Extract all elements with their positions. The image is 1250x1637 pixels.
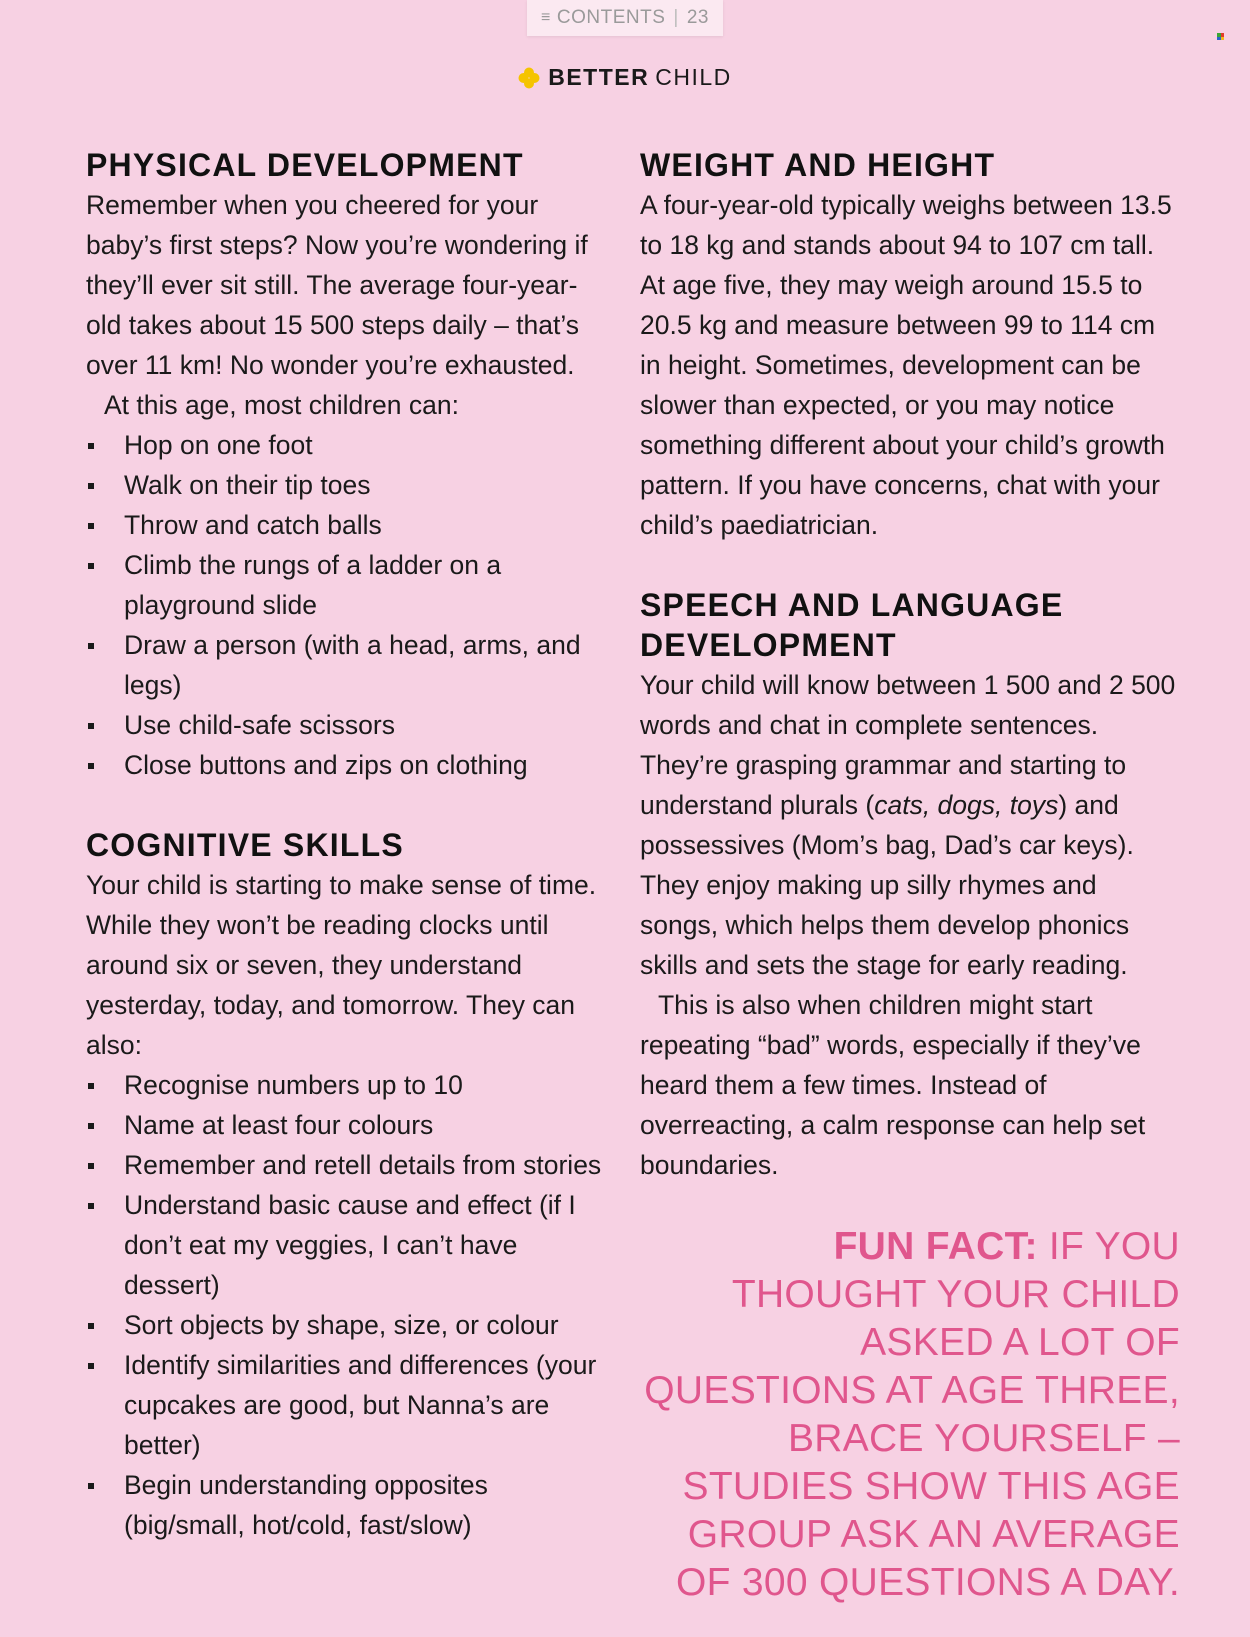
right-column xyxy=(640,145,1180,1607)
cognitive-heading: COGNITIVE SKILLS xyxy=(86,827,404,863)
speech-plural-examples: cats, dogs, toys xyxy=(874,790,1059,820)
corner-mark-icon xyxy=(1217,33,1224,40)
physical-list xyxy=(86,425,606,785)
list-item: Begin understanding opposites (big/small, hot/cold, fast/slow) xyxy=(86,1465,606,1545)
list-item: Name at least four colours xyxy=(86,1105,606,1145)
list-item: Use child-safe scissors xyxy=(86,705,606,745)
fun-fact-callout xyxy=(640,1223,1180,1607)
list-item: Climb the rungs of a ladder on a playground slide xyxy=(86,545,606,625)
brand-bold: BETTER xyxy=(548,64,650,90)
fun-fact-lead: FUN FACT: xyxy=(833,1225,1038,1268)
physical-paragraph: Remember when you cheered for your baby’s first steps? Now you’re wondering if they’ll ever sit still. The average four-year-old takes about 15 500 steps daily – that’s over 11 km! No wonder you’re exhausted. xyxy=(86,190,588,380)
left-column xyxy=(86,145,606,1545)
menu-icon: ≡ xyxy=(541,9,551,26)
contents-tab[interactable] xyxy=(527,0,723,36)
cognitive-paragraph: Your child is starting to make sense of time. While they won’t be reading clocks until around six or seven, they understand yesterday, today, and tomorrow. They can also: xyxy=(86,870,597,1060)
list-item: Close buttons and zips on clothing xyxy=(86,745,606,785)
weight-paragraph: A four-year-old typically weighs between 13.5 to 18 kg and stands about 94 to 107 cm tall. At age five, they may weigh around 15.5 to 20.5 kg and measure between 99 to 114 cm in height. Sometimes, development can be slower than expected, or you may notice something different about your child’s growth pattern. If you have concerns, chat with your child’s paediatrician. xyxy=(640,190,1172,540)
list-item: Identify similarities and differences (your cupcakes are good, but Nanna’s are better) xyxy=(86,1345,606,1465)
contents-link-label: CONTENTS xyxy=(556,7,666,28)
list-item: Recognise numbers up to 10 xyxy=(86,1065,606,1105)
physical-heading: PHYSICAL DEVELOPMENT xyxy=(86,147,524,183)
list-item: Hop on one foot xyxy=(86,425,606,465)
section-brand xyxy=(0,64,1250,91)
list-item: Sort objects by shape, size, or colour xyxy=(86,1305,606,1345)
list-item: Understand basic cause and effect (if I don’t eat my veggies, I can’t have dessert) xyxy=(86,1185,606,1305)
speech-heading: SPEECH AND LANGUAGE DEVELOPMENT xyxy=(640,587,1064,663)
fun-fact-text: IF YOU THOUGHT YOUR CHILD ASKED A LOT OF QUESTIONS AT AGE THREE, BRACE YOURSELF – STUDIES SHOW THIS AGE GROUP ASK AN AVERAGE OF 300 QUESTIONS A DAY. xyxy=(644,1225,1180,1604)
speech-text-a: Your child will know between 1 500 and 2 500 words and chat in complete sentences. They’re grasping grammar and starting to understand plurals ( xyxy=(640,670,1176,820)
speech-text-b: ) and possessives (Mom’s bag, Dad’s car keys). They enjoy making up silly rhymes and songs, which helps them develop phonics skills and sets the stage for early reading. xyxy=(640,790,1134,980)
physical-intro: At this age, most children can: xyxy=(104,390,459,420)
cognitive-list xyxy=(86,1065,606,1545)
weight-heading: WEIGHT AND HEIGHT xyxy=(640,147,996,183)
divider: | xyxy=(673,7,679,28)
plus-icon xyxy=(518,67,540,89)
list-item: Remember and retell details from stories xyxy=(86,1145,606,1185)
list-item: Walk on their tip toes xyxy=(86,465,606,505)
speech-paragraph-1 xyxy=(640,665,1180,985)
speech-paragraph-2: This is also when children might start repeating “bad” words, especially if they’ve heard them a few times. Instead of overreacting, a calm response can help set boundaries. xyxy=(640,990,1146,1180)
brand-light: CHILD xyxy=(655,64,732,90)
list-item: Draw a person (with a head, arms, and legs) xyxy=(86,625,606,705)
list-item: Throw and catch balls xyxy=(86,505,606,545)
page-number: 23 xyxy=(686,7,709,28)
